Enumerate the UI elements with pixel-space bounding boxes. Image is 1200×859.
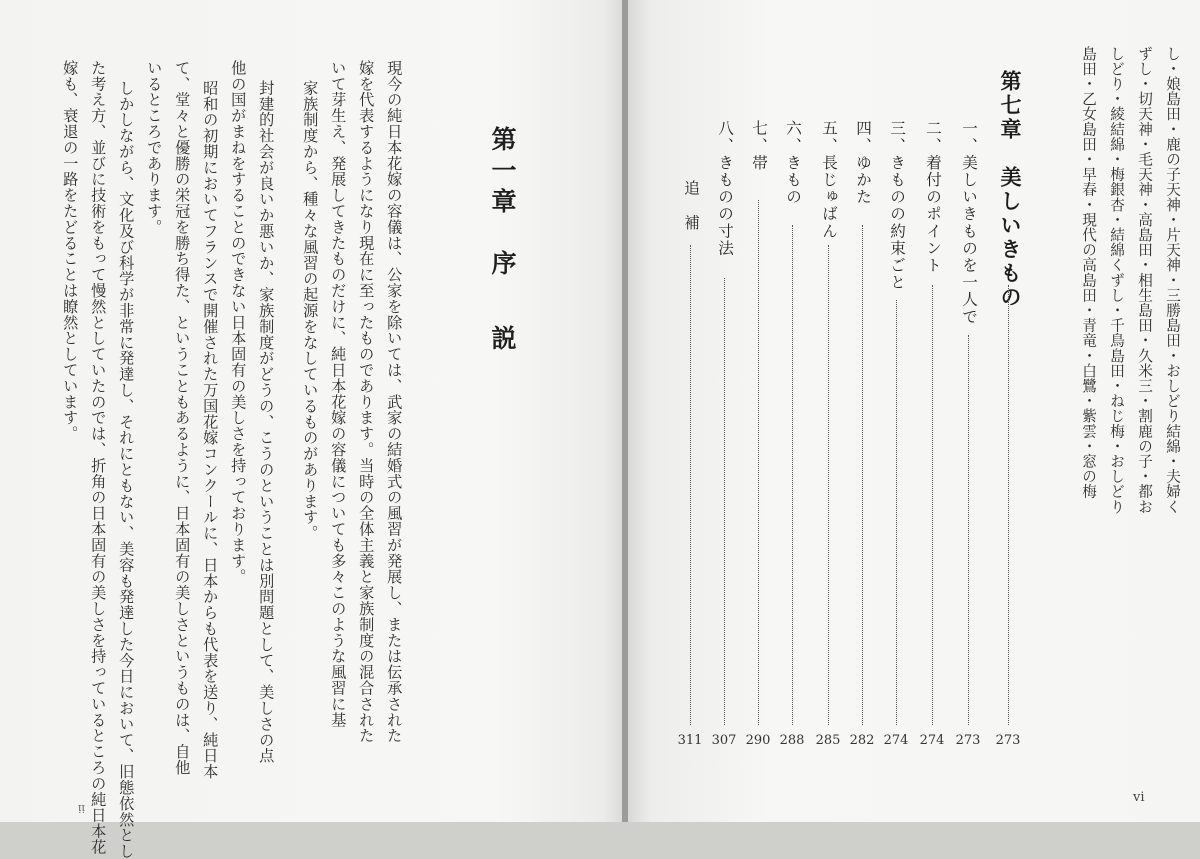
toc-entry: 三、きものの約束ごと <box>888 120 906 291</box>
toc-entry: 追 補 <box>682 180 700 232</box>
chapter-title: 第一章 序 <box>488 126 517 281</box>
toc-entry: 五、長じゅばん <box>820 120 838 240</box>
toc-entry: 二、着付のポイント <box>924 120 942 274</box>
toc-page-number: 290 <box>745 733 771 748</box>
toc-leader <box>968 335 969 725</box>
page-number-right: vi <box>1133 790 1145 805</box>
toc-page-number: 273 <box>995 733 1021 748</box>
body-line: 嫁を代表するようになり現在に至ったものであります。当時の全体主義と家族制度の混合された <box>357 60 376 744</box>
body-line: いて芽生え、発展してきたものだけに、純日本花嫁の容儀についても多々このような風習に基 <box>329 60 348 728</box>
toc-entry: 四、ゆかた <box>854 120 872 206</box>
toc-page-number: 274 <box>883 733 909 748</box>
toc-entry: 六、きもの <box>784 120 802 206</box>
toc-page-number: 282 <box>849 733 875 748</box>
toc-chapter-title: 第七章 美しいきもの <box>998 70 1023 310</box>
page-number-left: ii <box>78 802 86 815</box>
body-line: しどり・綾結綿・梅銀杏・結綿くずし・千鳥島田・ねじ梅・おしどり <box>1108 46 1125 515</box>
body-line: 島田・乙女島田・早春・現代の高島田・青竜・白鷺・紫雲・窓の梅 <box>1080 46 1097 499</box>
chapter-heading <box>484 126 520 281</box>
body-line: いるところであります。 <box>145 60 164 235</box>
body-line: 昭和の初期においてフランスで開催された万国花嫁コンクールに、日本からも代表を送り、純日本 <box>201 80 220 780</box>
toc-leader <box>828 245 829 725</box>
body-line: た考え方、並びに技術をもって慢然としていたのでは、折角の日本固有の美しさを持っているところの純日本花 <box>89 60 108 855</box>
body-line: て、堂々と優勝の栄冠を勝ち得た、ということもあるように、日本固有の美しさというものは、自他 <box>173 60 192 776</box>
toc-entry: 一、美しいきものを一人で <box>960 120 978 326</box>
body-line: 封建的社会が良いか悪いか、家族制度がどうの、こうのということは別問題として、美しさの点 <box>257 80 276 764</box>
toc-page-number: 273 <box>955 733 981 748</box>
toc-leader <box>932 285 933 725</box>
toc-page-number: 288 <box>779 733 805 748</box>
toc-page-number: 285 <box>815 733 841 748</box>
body-line: し・娘島田・鹿の子天神・片天神・三勝島田・おしどり結綿・夫婦く <box>1164 46 1181 515</box>
body-line: 嫁も、衰退の一路をたどることは瞭然としています。 <box>61 60 80 442</box>
toc-leader <box>792 225 793 725</box>
body-line: 家族制度から、種々な風習の起源をなしているものがあります。 <box>301 80 320 542</box>
body-line: 現今の純日本花嫁の容儀は、公家を除いては、武家の結婚式の風習が発展し、または伝承された <box>385 60 404 744</box>
body-line: ずし・切天神・毛天神・高島田・相生島田・久米三・割鹿の子・都お <box>1136 46 1153 515</box>
toc-leader <box>862 225 863 725</box>
toc-entry: 八、きものの寸法 <box>716 120 734 257</box>
body-line: しかしながら、文化及び科学が非常に発達し、それにともない、美容も発達した今日において、旧態依然とし <box>117 80 136 859</box>
body-line: 他の国がまねをすることのできない日本固有の美しさを持っております。 <box>229 60 248 585</box>
toc-leader <box>724 278 725 725</box>
toc-page-number: 311 <box>677 733 703 748</box>
toc-page-number: 274 <box>919 733 945 748</box>
toc-page-number: 307 <box>711 733 737 748</box>
toc-leader <box>758 200 759 725</box>
toc-leader <box>1008 285 1009 725</box>
toc-leader <box>896 300 897 725</box>
toc-entry: 七、帯 <box>750 120 768 172</box>
chapter-subtitle: 説 <box>488 325 517 350</box>
toc-leader <box>690 245 691 725</box>
